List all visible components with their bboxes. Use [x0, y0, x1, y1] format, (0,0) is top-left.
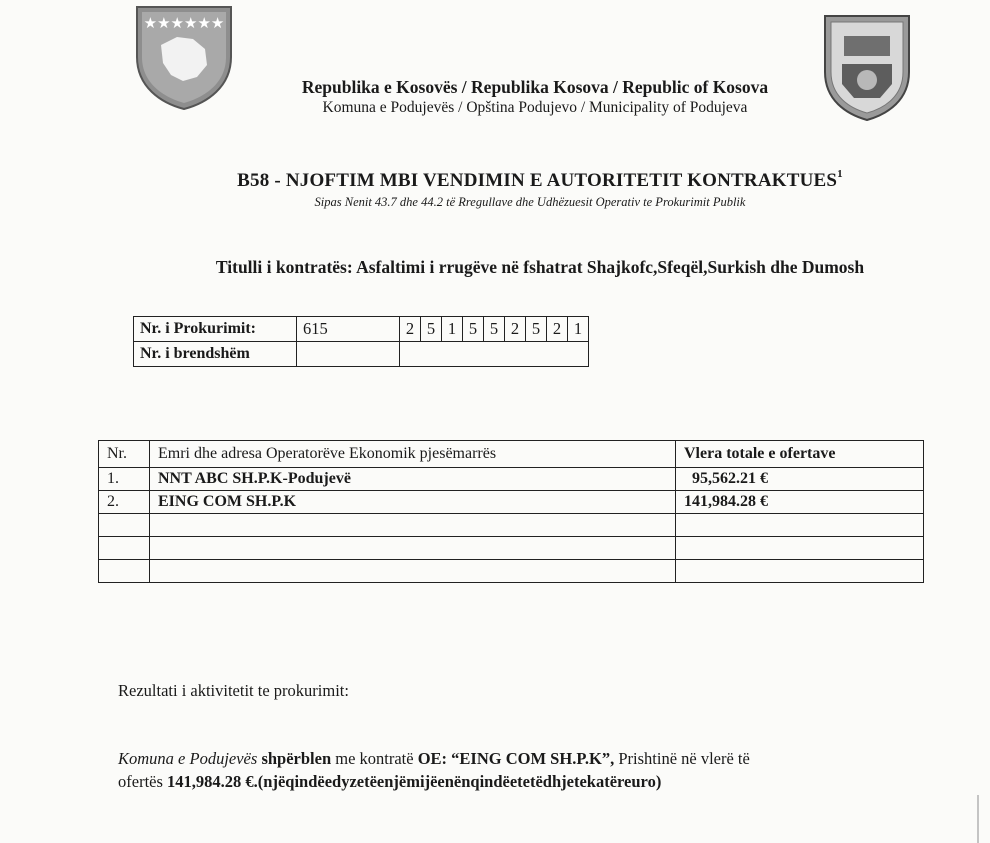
procurement-number-label: Nr. i Prokurimit: — [134, 317, 297, 342]
footnote-mark: 1 — [837, 168, 843, 180]
winning-operator: OE: “EING COM SH.P.K”, — [417, 749, 615, 768]
result-label: Rezultati i aktivitetit te prokurimit: — [118, 681, 349, 700]
awarded-amount: 141,984.28 €.(njëqindëedyzetëenjëmijëenënqindëetetëdhjetekatëreuro) — [167, 772, 662, 791]
table-row — [99, 491, 924, 514]
row-offer-value — [676, 560, 924, 583]
form-title-text: B58 - NJOFTIM MBI VENDIMIN E AUTORITETIT KONTRAKTUES — [237, 170, 838, 191]
row-operator-name — [150, 560, 676, 583]
row-nr — [99, 560, 150, 583]
procurement-code: 615 — [297, 317, 400, 342]
procurement-digit: 2 — [547, 317, 568, 342]
table-row — [99, 514, 924, 537]
operators-header-row — [99, 441, 924, 468]
header-operator-name: Emri dhe adresa Operatorëve Ekonomik pjesëmarrës — [150, 441, 676, 468]
contract-title: Titulli i kontratës: Asfaltimi i rrugëve në fshatrat Shajkofc,Sfeqël,Surkish dhe Dumosh — [215, 257, 865, 277]
row-offer-value — [676, 514, 924, 537]
form-title — [60, 170, 990, 192]
table-row — [99, 537, 924, 560]
row-operator-name: NNT ABC SH.P.K-Podujevë — [150, 468, 676, 491]
with-contract-text: me kontratë — [335, 749, 414, 768]
row-offer-value: 141,984.28 € — [676, 491, 924, 514]
procurement-number-row — [134, 317, 589, 342]
header-nr: Nr. — [99, 441, 150, 468]
result-text — [118, 747, 898, 793]
republic-header: Republika e Kosovës / Republika Kosova / Republic of Kosova — [301, 77, 769, 97]
svg-text:★★★★★★: ★★★★★★ — [143, 14, 225, 32]
procurement-digit: 1 — [442, 317, 463, 342]
row-offer-value: 95,562.21 € — [676, 468, 924, 491]
internal-number-cell — [297, 342, 400, 367]
page-edge — [977, 795, 979, 843]
procurement-digit: 2 — [400, 317, 421, 342]
internal-number-value — [400, 342, 589, 367]
procurement-digit: 1 — [568, 317, 589, 342]
operator-location: Prishtinë në vlerë të — [618, 749, 750, 768]
row-operator-name — [150, 537, 676, 560]
procurement-digit: 2 — [505, 317, 526, 342]
row-nr: 2. — [99, 491, 150, 514]
procurement-digit: 5 — [526, 317, 547, 342]
row-operator-name: EING COM SH.P.K — [150, 491, 676, 514]
procurement-digit: 5 — [463, 317, 484, 342]
award-verb: shpërblen — [261, 749, 332, 768]
row-nr — [99, 514, 150, 537]
internal-number-label: Nr. i brendshëm — [134, 342, 297, 367]
table-row — [99, 468, 924, 491]
contracting-authority: Komuna e Podujevës — [118, 749, 258, 768]
form-subtitle: Sipas Nenit 43.7 dhe 44.2 të Rregullave dhe Udhëzuesit Operativ te Prokurimit Publik — [314, 195, 746, 209]
municipality-header: Komuna e Podujevës / Opština Podujevo / Municipality of Podujeva — [322, 99, 748, 116]
row-offer-value — [676, 537, 924, 560]
procurement-number-table — [133, 316, 589, 367]
offer-prefix: ofertës — [118, 772, 168, 791]
table-row — [99, 560, 924, 583]
procurement-digit: 5 — [484, 317, 505, 342]
header-total-value: Vlera totale e ofertave — [676, 441, 924, 468]
row-nr — [99, 537, 150, 560]
row-operator-name — [150, 514, 676, 537]
internal-number-row — [134, 342, 589, 367]
operators-table — [98, 440, 924, 583]
procurement-digit: 5 — [421, 317, 442, 342]
row-nr: 1. — [99, 468, 150, 491]
